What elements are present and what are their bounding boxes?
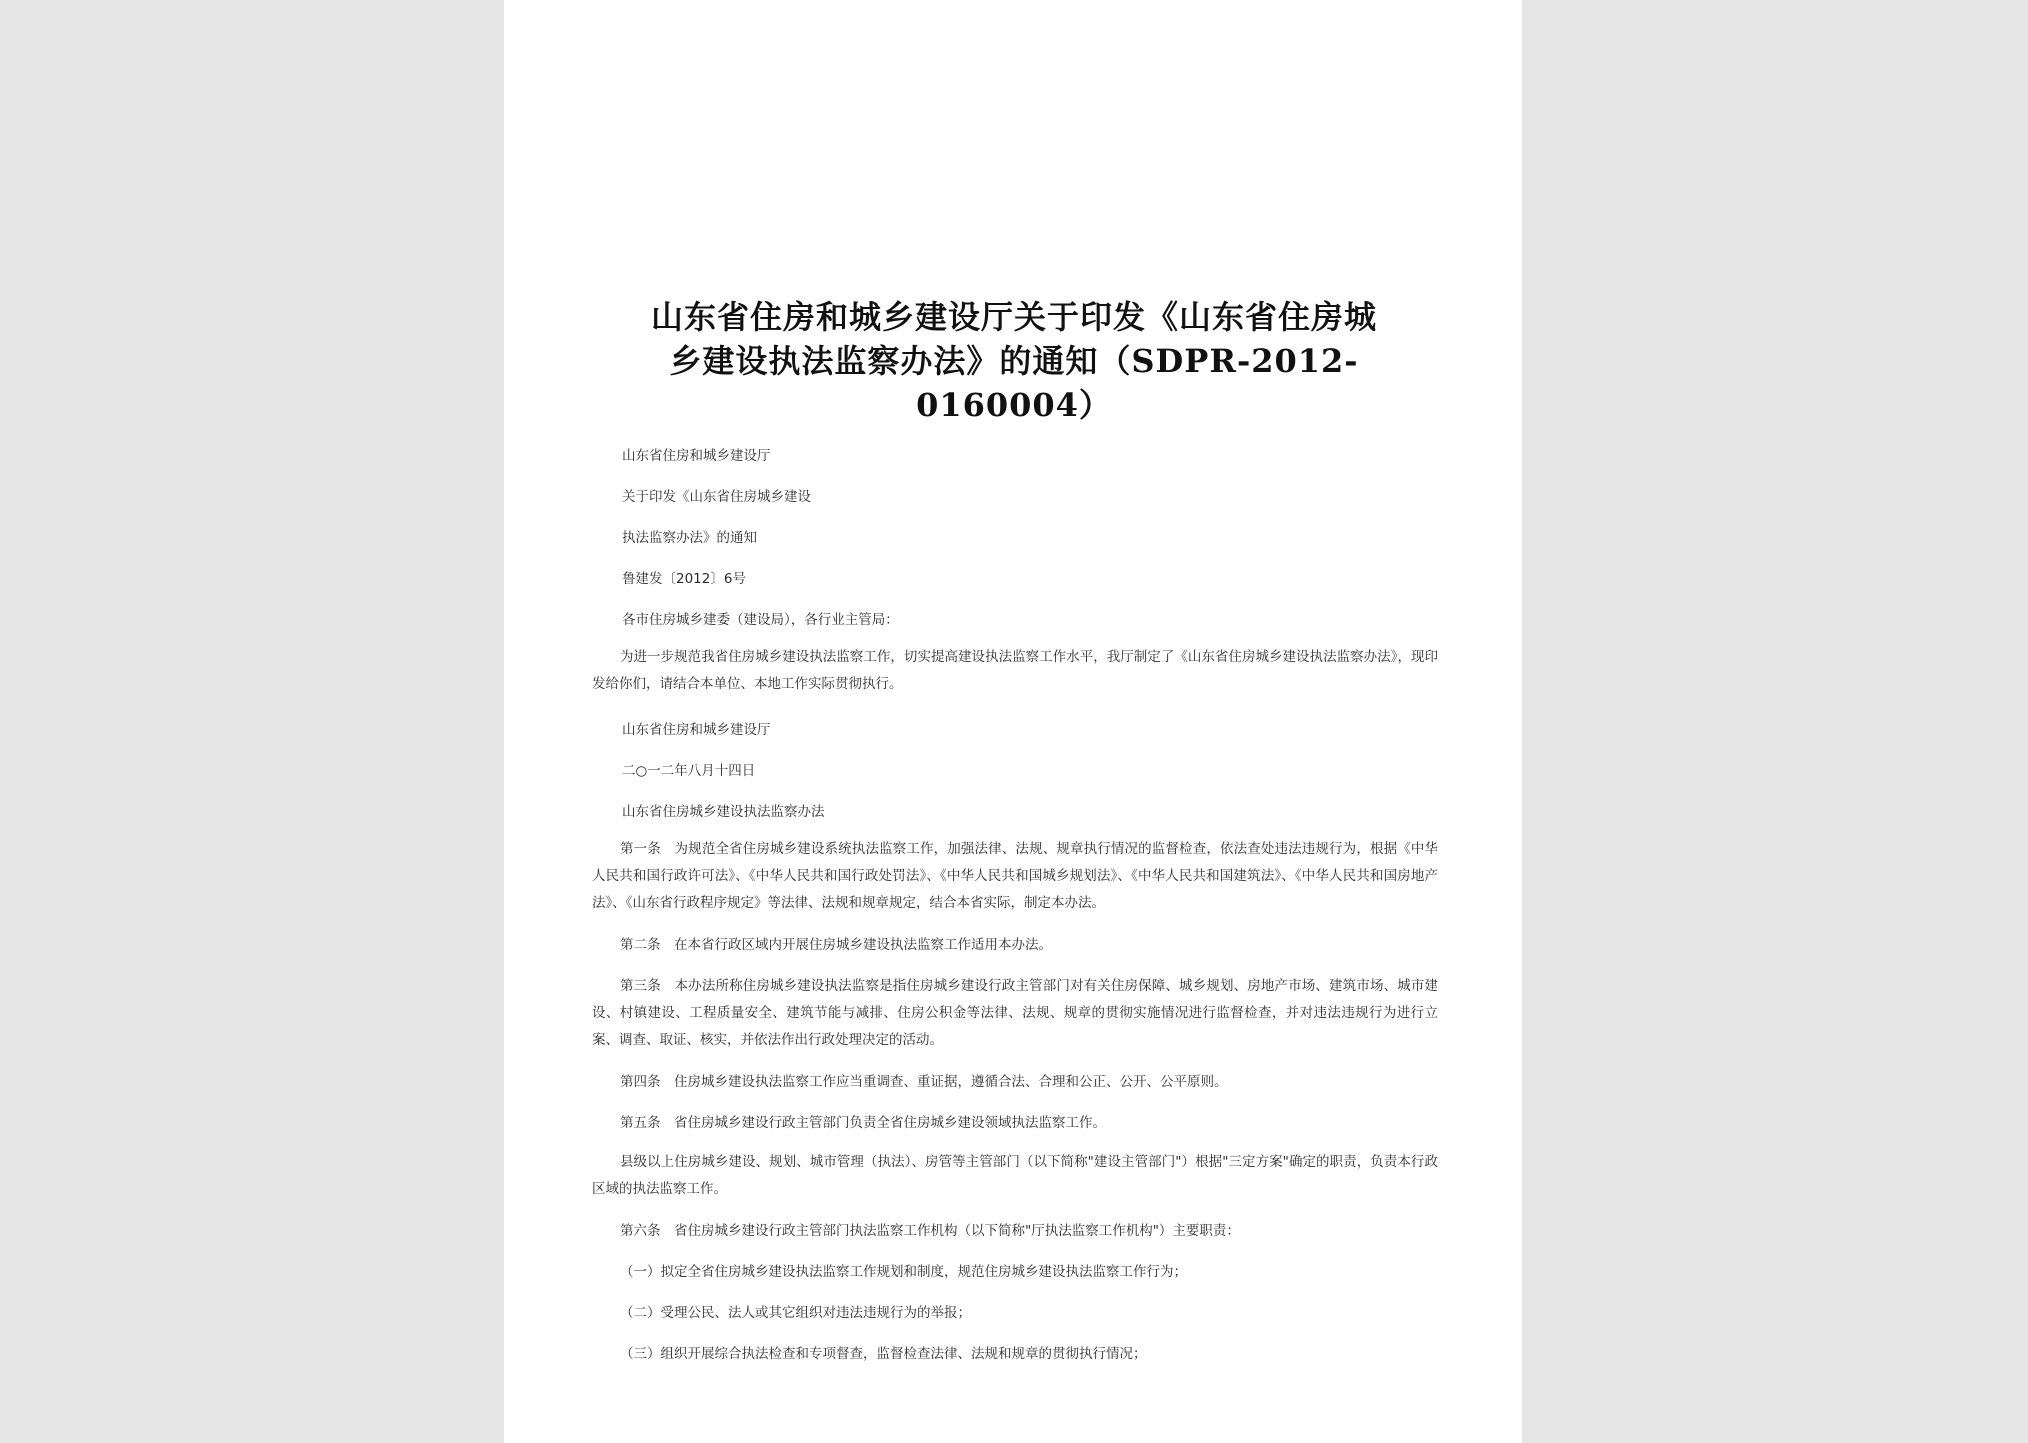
document-page: [504, 0, 1522, 1443]
header-recipients: 各市住房城乡建委（建设局），各行业主管局：: [622, 612, 899, 628]
title-line-2: 乡建设执法监察办法》的通知（SDPR-2012-: [669, 342, 1359, 380]
signature-date: 二○一二年八月十四日: [622, 763, 756, 779]
title-line-3: 0160004）: [916, 386, 1112, 424]
title-line-1: 山东省住房和城乡建设厅关于印发《山东省住房城: [650, 298, 1377, 336]
article-3: 第三条 本办法所称住房城乡建设执法监察是指住房城乡建设行政主管部门对有关住房保障、城乡规划、房地产市场、建筑市场、城市建设、村镇建设、工程质量安全、建筑节能与减排、住房公积金等法律、法规、规章的贯彻实施情况进行监督检查，并对违法违规行为进行立案、调查、取证、核实，并依法作出行政处理决定的活动。: [592, 978, 1438, 1048]
header-issuer: 山东省住房和城乡建设厅: [622, 448, 771, 464]
article-1: 第一条 为规范全省住房城乡建设系统执法监察工作，加强法律、法规、规章执行情况的监督检查，依法查处违法违规行为，根据《中华人民共和国行政许可法》、《中华人民共和国行政处罚法》、《中华人民共和国城乡规划法》、《中华人民共和国建筑法》、《中华人民共和国房地产法》、《山东省行政程序规定》等法律、法规和规章规定，结合本省实际，制定本办法。: [592, 841, 1438, 911]
header-subject-line-2: 执法监察办法》的通知: [622, 530, 757, 546]
article-6-item-1: （一）拟定全省住房城乡建设执法监察工作规划和制度，规范住房城乡建设执法监察工作行为；: [620, 1264, 1187, 1280]
header-doc-number: 鲁建发〔2012〕6号: [622, 571, 746, 587]
intro-paragraph: 为进一步规范我省住房城乡建设执法监察工作，切实提高建设执法监察工作水平，我厅制定了《山东省住房城乡建设执法监察办法》，现印发给你们，请结合本单位、本地工作实际贯彻执行。: [592, 649, 1438, 692]
header-subject-line-1: 关于印发《山东省住房城乡建设: [622, 489, 811, 505]
article-4: 第四条 住房城乡建设执法监察工作应当重调查、重证据，遵循合法、合理和公正、公开、公平原则。: [620, 1074, 1228, 1090]
article-6: 第六条 省住房城乡建设行政主管部门执法监察工作机构（以下简称"厅执法监察工作机构"）主要职责：: [620, 1223, 1240, 1239]
article-6-item-2: （二）受理公民、法人或其它组织对违法违规行为的举报；: [620, 1305, 971, 1321]
document-title: [584, 295, 1444, 427]
regulation-title: 山东省住房城乡建设执法监察办法: [622, 804, 825, 820]
article-2: 第二条 在本省行政区域内开展住房城乡建设执法监察工作适用本办法。: [620, 937, 1052, 953]
article-6-item-3: （三）组织开展综合执法检查和专项督查，监督检查法律、法规和规章的贯彻执行情况；: [620, 1346, 1147, 1362]
signature-issuer: 山东省住房和城乡建设厅: [622, 722, 771, 738]
article-5-paragraph-2: 县级以上住房城乡建设、规划、城市管理（执法）、房管等主管部门（以下简称"建设主管部门"）根据"三定方案"确定的职责，负责本行政区域的执法监察工作。: [592, 1154, 1438, 1197]
article-5: 第五条 省住房城乡建设行政主管部门负责全省住房城乡建设领域执法监察工作。: [620, 1115, 1106, 1131]
